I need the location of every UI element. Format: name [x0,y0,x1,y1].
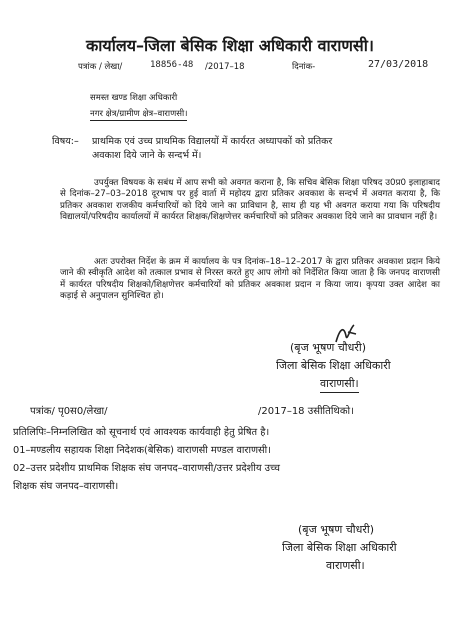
copy-intro: प्रतिलिपिः–निम्नलिखित को सूचनार्थ एवं आवश्यक कार्यवाही हेतु प्रेषित है। [13,427,270,438]
office-title: कार्यालय–जिला बेसिक शिक्षा अधिकारी वाराणसी। [86,36,374,55]
copy-ref-left: पत्रांक/ पृ0स0/लेखा/ [30,406,108,417]
date-value: 27/03/2018 [368,59,429,70]
letter-number-value: 18856-48 [150,60,194,70]
body-paragraph-1: उपर्युक्त विषयक के सबंध में आप सभी को अवगत कराना है, कि सचिव बेसिक शिक्षा परिषद उ0प्र0 इलाहाबाद से दिनांक–27–03–2018 दूरभाष पर हुई वार्ता में महोदय द्वारा प्रतिकर अवकाश के सन्दर्भ में अवगत कराया है, कि प्रतिकर अवकाश राजकीय कर्मचारियों को दिये जाने का प्राविधान है, साथ ही यह भी अवगत कराया गया कि परिषदीय विद्यालयों/परिषदीय कार्यालयों में कार्यरत शिक्षक/शिक्षणेत्तर कर्मचारियों को प्रतिकर अवकाश दिये जाने का प्रावधान नहीं है। [60,178,440,223]
letter-number-label: पत्रांक / लेखा/ [78,62,123,72]
subject-label: विषय:– [52,136,79,147]
date-label: दिनांक- [292,62,316,72]
copy-ref-right: /2017–18 उसीतिथिको। [258,406,354,417]
signature-1-place: वाराणसी। [320,376,359,393]
signature-2-designation: जिला बेसिक शिक्षा अधिकारी [282,541,397,554]
addressee-line-1: समस्त खण्ड शिक्षा अधिकारी [90,93,178,103]
signature-2-name: (बृज भूषण चौधरी) [298,523,375,536]
signature-1-name: (बृज भूषण चौधरी) [290,341,367,354]
signature-2-place: वाराणसी। [326,559,365,572]
addressee-line-2: नगर क्षेत्र/ग्रामीण क्षेत्र–वाराणसी। [90,109,188,119]
signature-1-designation: जिला बेसिक शिक्षा अधिकारी [276,359,391,372]
copy-item-2-continued: शिक्षक संघ जनपद–वाराणसी। [13,481,119,492]
letter-year: /2017–18 [205,62,245,72]
body-paragraph-2: अतः उपरोक्त निर्देश के क्रम में कार्यालय के पत्र दिनांक–18–12–2017 के द्वारा प्रतिकर अवकाश प्रदान किये जाने की स्वीकृति आदेश को तत्काल प्रभाव से निरस्त करते हुए आप लोगो को निर्देशित किया जाता है कि जनपद वाराणसी में कार्यरत परिषदीय शिक्षको/शिक्षणेत्तर कर्मचारियों को प्रतिकर अवकाश प्रदान न किया जाय। कृपया उक्त आदेश का कड़ाई से अनुपालन सुनिश्चित हो। [60,257,440,302]
copy-item-1: 01–मण्डलीय सहायक शिक्षा निदेशक(बेसिक) वाराणसी मण्डल वाराणसी। [13,445,271,456]
subject-line-2: अवकाश दिये जाने के सन्दर्भ में। [92,150,202,161]
subject-line-1: प्राथमिक एवं उच्च प्राथमिक विद्यालयों में कार्यरत अध्यापकों को प्रतिकर [92,136,333,147]
copy-item-2: 02–उत्तर प्रदेशीय प्राथमिक शिक्षक संघ जनपद–वाराणसी/उत्तर प्रदेशीय उच्च [13,463,280,474]
